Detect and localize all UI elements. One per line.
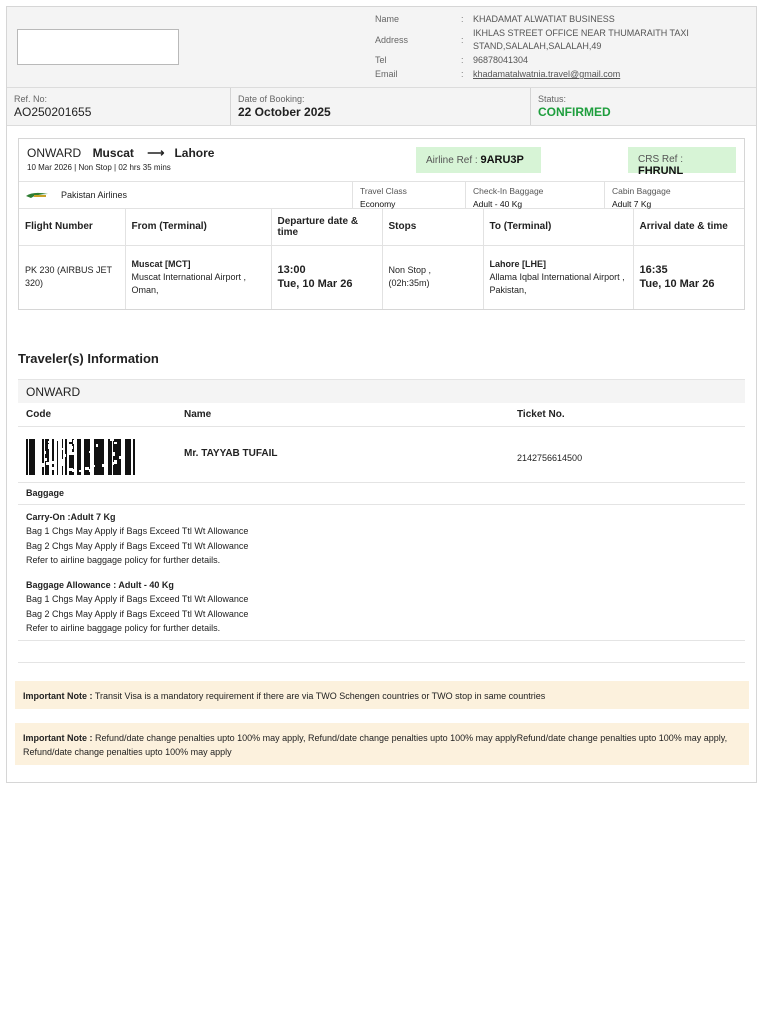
cabin-baggage-label: Cabin Baggage	[612, 186, 671, 196]
checkin-baggage-cell	[466, 182, 605, 208]
table-row	[19, 245, 744, 309]
airline-cell	[19, 182, 353, 208]
to-code: Lahore [LHE]	[489, 258, 547, 269]
airline-logo-icon	[25, 190, 49, 200]
separator: :	[461, 14, 464, 24]
agency-name-label: Name	[375, 14, 400, 24]
agency-email-row	[375, 68, 745, 81]
booking-date-label: Date of Booking:	[238, 94, 305, 104]
flight-direction: ONWARD	[27, 146, 82, 160]
important-note-refund	[15, 723, 749, 765]
agency-details	[375, 13, 745, 82]
agency-address-row	[375, 27, 745, 53]
note-label: Important Note :	[23, 691, 93, 701]
travelers-table-header	[18, 403, 745, 427]
separator: :	[461, 35, 464, 45]
divider	[18, 640, 745, 641]
checkin-baggage: Adult - 40 Kg	[473, 199, 523, 209]
agency-address	[473, 27, 745, 53]
col-name: Name	[184, 409, 212, 420]
col-departure: Departure date & time	[271, 209, 382, 245]
from-terminal	[125, 245, 271, 309]
agency-address-line2: STAND,SALALAH,SALALAH,49	[473, 41, 602, 51]
col-to: To (Terminal)	[483, 209, 633, 245]
crs-ref-label: CRS Ref :	[638, 154, 684, 165]
stops	[382, 245, 483, 309]
crs-ref-badge	[628, 147, 736, 177]
note-text: Transit Visa is a mandatory requirement if there are via TWO Schengen countries or TWO stop in same countries	[94, 691, 546, 701]
separator: :	[461, 55, 464, 65]
from-country: Oman,	[131, 284, 159, 295]
agency-address-line1: IKHLAS STREET OFFICE NEAR THUMARAITH TAXI	[473, 28, 689, 38]
col-arrival: Arrival date & time	[633, 209, 744, 245]
agency-email-label: Email	[375, 69, 398, 79]
important-note-transit	[15, 681, 749, 709]
departure-time: 13:00	[277, 264, 306, 277]
flight-summary: 10 Mar 2026 | Non Stop | 02 hrs 35 mins	[27, 163, 171, 172]
checkin-baggage-label: Check-In Baggage	[473, 186, 544, 196]
agency-address-label: Address	[375, 35, 409, 45]
divider	[18, 662, 745, 663]
agency-tel-row	[375, 54, 745, 67]
ref-number-cell	[7, 88, 231, 125]
arrow-right-icon: ⟶	[147, 146, 165, 160]
stops-type: Non Stop ,	[388, 265, 432, 276]
airline-ref: 9ARU3P	[480, 154, 524, 166]
allowance-title: Baggage Allowance : Adult - 40 Kg	[26, 580, 174, 591]
to-airport: Allama Iqbal International Airport ,	[489, 271, 625, 282]
note-text: Refund/date change penalties upto 100% may apply, Refund/date change penalties upto 100% may applyRefund/date change penalties upto 100% may apply, Refund/date change penalties upto 100% may apply	[23, 733, 728, 757]
traveler-name: Mr. TAYYAB TUFAIL	[184, 448, 278, 459]
crs-ref: FHRUNL	[638, 165, 684, 177]
col-flight-number: Flight Number	[19, 209, 125, 245]
flight-number: PK 230 (AIRBUS JET 320)	[19, 245, 125, 309]
ref-number-label: Ref. No:	[14, 94, 48, 104]
barcode-icon	[26, 439, 139, 475]
flight-info-row	[19, 182, 744, 209]
cabin-baggage: Adult 7 Kg	[612, 199, 652, 209]
agency-header	[7, 7, 756, 88]
note-label: Important Note :	[23, 733, 93, 743]
agency-name: KHADAMAT ALWATIAT BUSINESS	[473, 14, 615, 24]
airline-ref-label: Airline Ref :	[426, 155, 478, 166]
col-from: From (Terminal)	[125, 209, 271, 245]
stops-duration: (02h:35m)	[388, 278, 430, 289]
airline-name: Pakistan Airlines	[61, 190, 128, 200]
travelers-section-label: ONWARD	[18, 379, 745, 403]
travel-class-cell	[353, 182, 466, 208]
allowance-line: Bag 1 Chgs May Apply if Bags Exceed Ttl Wt Allowance	[26, 594, 249, 605]
from-airport: Muscat International Airport ,	[131, 271, 247, 282]
booking-reference-bar	[7, 88, 756, 126]
status-badge: CONFIRMED	[538, 105, 611, 119]
carry-on-title: Carry-On :Adult 7 Kg	[26, 512, 116, 522]
travel-class-label: Travel Class	[360, 186, 407, 196]
to-country: Pakistan,	[489, 284, 527, 295]
arrival-date: Tue, 10 Mar 26	[639, 278, 715, 291]
origin-city: Muscat	[92, 146, 134, 160]
travelers-title: Traveler(s) Information	[18, 351, 159, 366]
departure-datetime	[271, 245, 382, 309]
arrival-datetime	[633, 245, 744, 309]
carry-on-line: Bag 2 Chgs May Apply if Bags Exceed Ttl Wt Allowance	[26, 540, 249, 551]
agency-name-row	[375, 13, 745, 26]
from-code: Muscat [MCT]	[131, 258, 191, 269]
arrival-time: 16:35	[639, 264, 668, 277]
to-terminal	[483, 245, 633, 309]
flight-table-header	[19, 209, 744, 245]
col-code: Code	[26, 409, 51, 420]
booking-date-cell	[231, 88, 531, 125]
departure-date: Tue, 10 Mar 26	[277, 278, 353, 291]
carry-on-line: Refer to airline baggage policy for further details.	[26, 554, 221, 565]
agency-email-link[interactable]: khadamatalwatnia.travel@gmail.com	[473, 69, 621, 79]
agency-logo-placeholder	[17, 29, 179, 65]
agency-tel: 96878041304	[473, 55, 529, 65]
baggage-heading: Baggage	[18, 483, 745, 505]
ticket-page	[6, 6, 757, 783]
carry-on-line: Bag 1 Chgs May Apply if Bags Exceed Ttl Wt Allowance	[26, 526, 249, 537]
travel-class: Economy	[360, 199, 396, 209]
destination-city: Lahore	[174, 146, 215, 160]
flight-route	[27, 146, 214, 160]
col-stops: Stops	[382, 209, 483, 245]
flight-card	[18, 138, 745, 310]
status-label: Status:	[538, 94, 567, 104]
flight-header	[19, 139, 744, 182]
airline-ref-badge	[416, 147, 541, 173]
booking-date: 22 October 2025	[238, 105, 331, 119]
allowance-line: Refer to airline baggage policy for further details.	[26, 623, 221, 634]
separator: :	[461, 69, 464, 79]
baggage-details	[26, 510, 248, 635]
table-row	[18, 427, 745, 483]
flight-table	[19, 209, 744, 309]
col-ticket: Ticket No.	[517, 409, 565, 420]
ref-number: AO250201655	[14, 105, 92, 119]
ticket-number: 2142756614500	[517, 453, 583, 463]
agency-tel-label: Tel	[375, 55, 387, 65]
allowance-line: Bag 2 Chgs May Apply if Bags Exceed Ttl Wt Allowance	[26, 608, 249, 619]
status-cell	[531, 88, 756, 125]
cabin-baggage-cell	[605, 182, 744, 208]
